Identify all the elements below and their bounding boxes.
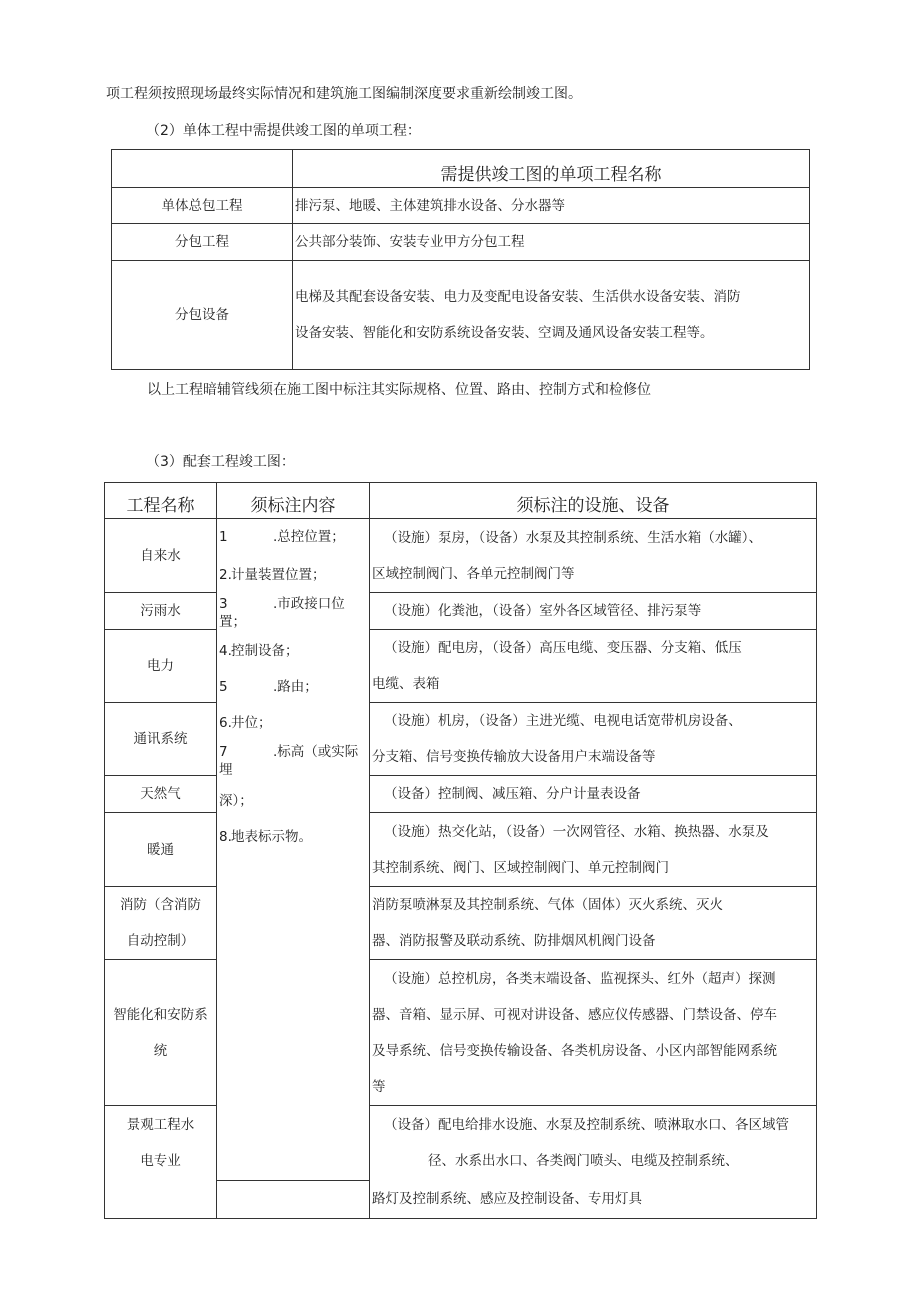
table2-project-name: 电力 xyxy=(105,630,217,703)
table1-row-name: 分包设备 xyxy=(112,261,293,370)
note-item: 4. 控制设备； xyxy=(219,643,299,659)
table1-row-content: 排污泵、地暖、主体建筑排水设备、分水器等 xyxy=(293,188,810,224)
note-item: 6. 井位； xyxy=(219,715,272,731)
table2-project-name: 自来水 xyxy=(105,519,217,593)
note-paragraph: 以上工程暗辅管线须在施工图中标注其实际规格、位置、路由、控制方式和检修位 xyxy=(147,382,651,398)
table1-content-line: 设备安装、智能化和安防系统设备安装、空调及通风设备安装工程等。 xyxy=(295,325,714,341)
table2-project-name: 暖通 xyxy=(105,813,217,887)
note-item: 2. 计量装置位置； xyxy=(219,567,326,583)
table1-row-name: 单体总包工程 xyxy=(112,188,293,224)
table2-notes-empty-cell xyxy=(217,1181,370,1219)
note-item: 5 .路由； xyxy=(219,679,318,695)
note-item: 1 .总控位置； xyxy=(219,529,345,545)
table2-facilities: （设备）控制阀、减压箱、分户计量表设备 xyxy=(370,776,817,813)
table2-facilities: 路灯及控制系统、感应及控制设备、专用灯具 xyxy=(370,1181,817,1219)
single-project-table xyxy=(111,149,810,370)
note-item: 3 .市政接口位 置； xyxy=(219,596,345,630)
supporting-project-table xyxy=(104,482,817,1219)
table1-row-name: 分包工程 xyxy=(112,224,293,261)
section3-heading: （3）配套工程竣工图： xyxy=(146,454,295,470)
table1-corner-cell xyxy=(112,150,293,188)
table2-empty-cell xyxy=(105,1181,217,1219)
table2-facilities: （设施）热交化站，（设备）一次网管径、水箱、换热器、水泵及 其控制系统、阀门、区域控制阀门、单元控制阀门 xyxy=(370,813,817,887)
table2-header-facilities: 须标注的设施、设备 xyxy=(370,483,817,519)
table2-project-name: 景观工程水 电专业 xyxy=(105,1106,217,1181)
marking-notes-cell xyxy=(217,519,370,1181)
table2-facilities: （设备）配电给排水设施、水泵及控制系统、喷淋取水口、各区域管 径、水系出水口、各类阀门喷头、电缆及控制系统、 xyxy=(370,1106,817,1181)
table1-row-content: 公共部分装饰、安装专业甲方分包工程 xyxy=(293,224,810,261)
section2-heading: （2）单体工程中需提供竣工图的单项工程： xyxy=(146,123,421,139)
table2-facilities: （设施）配电房，（设备）高压电缆、变压器、分支箱、低压 电缆、表箱 xyxy=(370,630,817,703)
table2-header-name: 工程名称 xyxy=(105,483,217,519)
table2-project-name: 通讯系统 xyxy=(105,703,217,776)
table2-project-name: 消防（含消防 自动控制） xyxy=(105,887,217,960)
table2-facilities: （设施）泵房，（设备）水泵及其控制系统、生活水箱（水罐）、 区域控制阀门、各单元控制阀门等 xyxy=(370,519,817,593)
table1-content-line: 电梯及其配套设备安装、电力及变配电设备安装、生活供水设备安装、消防 xyxy=(295,289,741,305)
table1-row-content xyxy=(293,261,810,370)
table2-header-content: 须标注内容 xyxy=(217,483,370,519)
note-item: 7 .标高（或实际 埋 xyxy=(219,744,359,778)
table2-project-name: 天然气 xyxy=(105,776,217,813)
table2-facilities: （设施）机房，（设备）主进光缆、电视电话宽带机房设备、 分支箱、信号变换传输放大设备用户末端设备等 xyxy=(370,703,817,776)
intro-paragraph: 项工程须按照现场最终实际情况和建筑施工图编制深度要求重新绘制竣工图。 xyxy=(106,86,582,102)
table2-facilities: 消防泵喷淋泵及其控制系统、气体（固体）灭火系统、灭火 器、消防报警及联动系统、防排烟风机阀门设备 xyxy=(370,887,817,960)
table2-facilities: （设施）化粪池，（设备）室外各区域管径、排污泵等 xyxy=(370,593,817,630)
note-item: 8. 地表标示物。 xyxy=(219,829,312,845)
table2-project-name: 污雨水 xyxy=(105,593,217,630)
table1-header: 需提供竣工图的单项工程名称 xyxy=(293,150,810,188)
table2-project-name: 智能化和安防系 统 xyxy=(105,960,217,1106)
note-item: 深）； xyxy=(219,793,253,809)
table2-facilities: （设施）总控机房，各类末端设备、监视探头、红外（超声）探测 器、音箱、显示屏、可视对讲设备、感应仪传感器、门禁设备、停车 及导系统、信号变换传输设备、各类机房设备、小区内部智能网系统 等 xyxy=(370,960,817,1106)
